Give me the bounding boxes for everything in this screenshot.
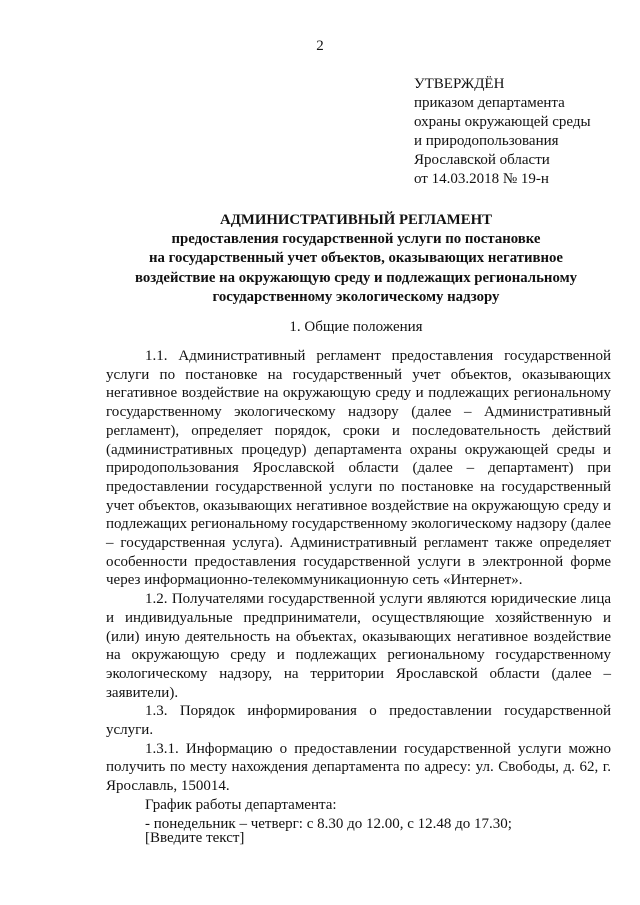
title-line: на государственный учет объектов, оказывающих негативное: [149, 250, 563, 267]
schedule-title: График работы департамента:: [145, 796, 337, 813]
approval-line: приказом департамента: [414, 95, 565, 111]
approval-line: УТВЕРЖДЁН: [414, 76, 505, 92]
title-line: воздействие на окружающую среду и подлежащих региональному: [134, 269, 578, 286]
title-line: государственному экологическому надзору: [212, 288, 500, 305]
approval-line: охраны окружающей среды: [414, 114, 591, 130]
schedule-item: - понедельник – четверг: с 8.30 до 12.00, с 12.48 до 17.30;: [145, 815, 512, 832]
document-body: [106, 347, 611, 833]
approval-line: Ярославской области: [414, 152, 550, 168]
title-line: предоставления государственной услуги по постановке: [171, 231, 541, 248]
title-line: АДМИНИСТРАТИВНЫЙ РЕГЛАМЕНТ: [220, 212, 492, 228]
page-number: 2: [316, 38, 324, 54]
document-title: [100, 211, 612, 307]
paragraph-1-1: 1.1. Административный регламент предоставления государственной услуги по постановке на государственный учет объектов, оказывающих негативное воздействие на окружающую среду и подлежащих региональному государственному экологическому надзору (далее – Административный регламент), определяет порядок, сроки и последовательность действий (административных процедур) департамента охраны окружающей среды и природопользования Ярославской области (далее – департамент) при предоставлении государственной услуги по постановке на государственный учет объектов, оказывающих негативное воздействие на окружающую среду и подлежащих региональному государственному экологическому надзору (далее – государственная услуга). Административный регламент также определяет особенности предоставления государственной услуги в электронной форме через информационно-телекоммуникационную сеть «Интернет».: [106, 348, 611, 589]
approval-stamp: [414, 75, 591, 189]
approval-line: и природопользования: [414, 133, 559, 149]
paragraph-1-3: 1.3. Порядок информирования о предоставлении государственной услуги.: [106, 703, 611, 739]
paragraph-1-3-1: 1.3.1. Информацию о предоставлении государственной услуги можно получить по месту нахождения департамента по адресу: ул. Свободы, д. 62, г. Ярославль, 150014.: [106, 740, 611, 795]
section-heading: 1. Общие положения: [289, 319, 423, 335]
approval-line: от 14.03.2018 № 19-н: [414, 171, 549, 187]
paragraph-1-2: 1.2. Получателями государственной услуги являются юридические лица и индивидуальные предприниматели, осуществляющие хозяйственную и (или) иную деятельность на объектах, оказывающих негативное воздействие на окружающую среду и подлежащих региональному государственному экологическому надзору, на территории Ярославской области (далее – заявители).: [106, 591, 611, 701]
text-placeholder[interactable]: [Введите текст]: [145, 830, 245, 846]
